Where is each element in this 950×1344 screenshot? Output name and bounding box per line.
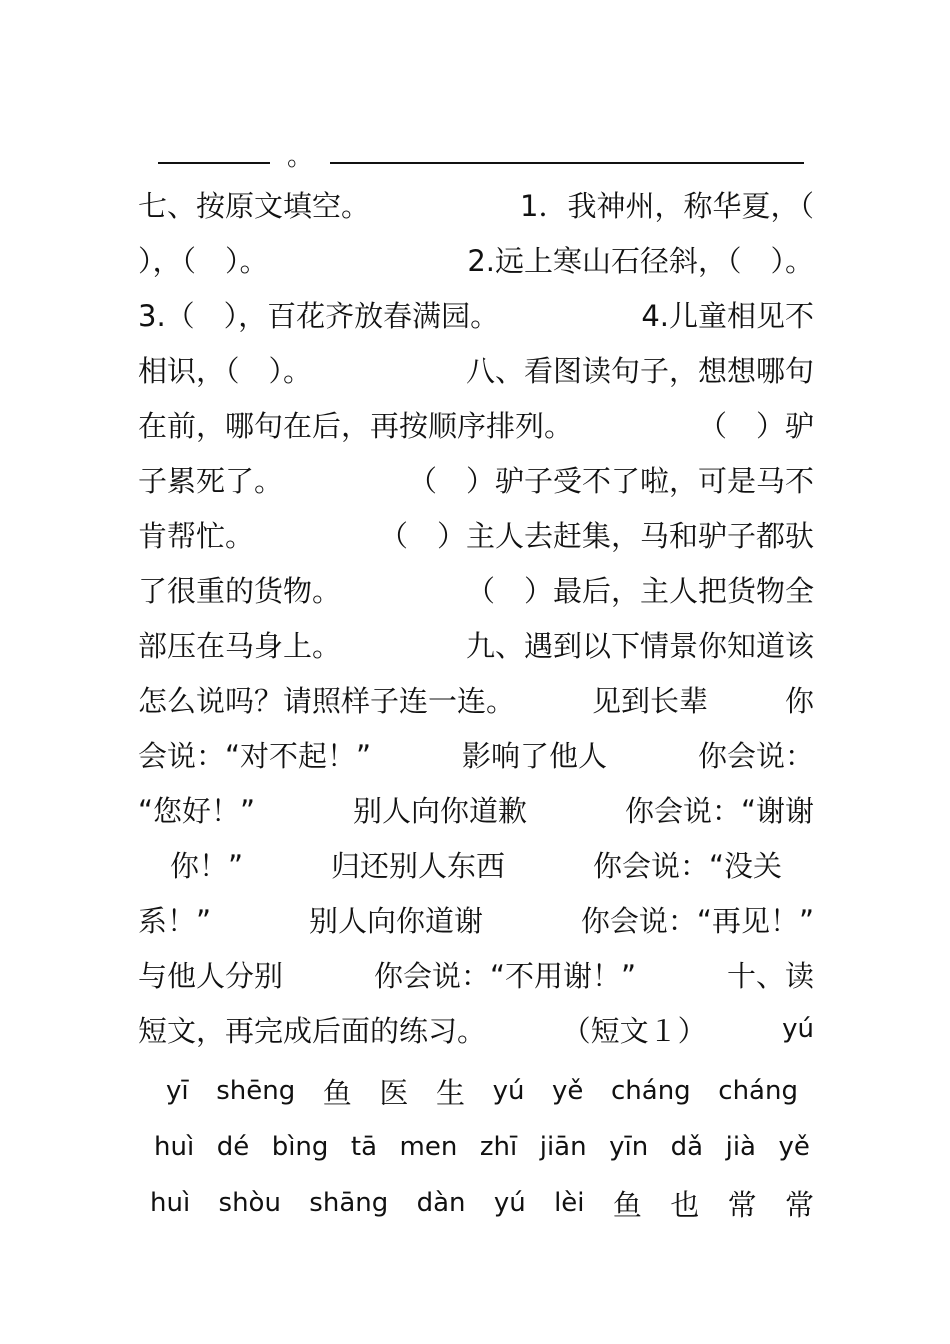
text-line-7 xyxy=(138,506,814,562)
pinyin-word: lèi xyxy=(554,1188,585,1218)
text-line-2 xyxy=(138,231,814,287)
pinyin-word: cháng xyxy=(611,1076,691,1106)
section-9-heading: 九、遇到以下情景你知道该 xyxy=(465,628,814,663)
pinyin-word: dàn xyxy=(416,1188,466,1218)
scenario-1: 见到长辈 xyxy=(591,683,708,718)
pinyin-word: yú xyxy=(782,1014,814,1044)
pinyin-word: yīn xyxy=(609,1132,649,1162)
pinyin-word: zhī xyxy=(479,1132,518,1162)
question-4: 4.儿童相见不 xyxy=(641,298,814,333)
pinyin-word: huì xyxy=(150,1188,191,1218)
hanzi-char: 鱼 xyxy=(612,1187,642,1222)
text-line-13 xyxy=(170,836,782,892)
pinyin-word: men xyxy=(399,1132,458,1162)
sequence-item-4: （ ）最后，主人把货物全 xyxy=(465,573,814,608)
answer-blank-short xyxy=(158,162,270,164)
text-line-4 xyxy=(138,341,814,397)
text-line-9 xyxy=(138,616,814,672)
sequence-item-4-cont: 部压在马身上。 xyxy=(138,628,342,663)
sequence-item-1: （ ）驴 xyxy=(697,408,814,443)
pinyin-line-3 xyxy=(150,1175,814,1231)
section-9-heading-cont: 怎么说吗？请照样子连一连。 xyxy=(138,683,516,718)
pinyin-word: shāng xyxy=(309,1188,389,1218)
answer-blank-line xyxy=(158,126,804,182)
section-10-heading-cont: 短文，再完成后面的练习。 xyxy=(138,1013,487,1048)
sequence-item-2-cont: 肯帮忙。 xyxy=(138,518,255,553)
sequence-item-1-cont: 子累死了。 xyxy=(138,463,284,498)
reply-6: 你会说：“不用谢！” xyxy=(373,958,637,993)
text-line-16 xyxy=(138,1001,814,1057)
text-line-15 xyxy=(138,946,814,1002)
scenario-6: 与他人分别 xyxy=(138,958,284,993)
sequence-item-3-cont: 了很重的货物。 xyxy=(138,573,342,608)
reply-5: 你会说：“再见！” xyxy=(580,903,814,938)
sequence-item-3: （ ）主人去赶集，马和驴子都驮 xyxy=(378,518,814,553)
answer-blank-long xyxy=(330,162,804,164)
hanzi-char: 鱼 xyxy=(322,1075,352,1110)
hanzi-char: 医 xyxy=(379,1075,409,1110)
text-line-8 xyxy=(138,561,814,617)
reply-4-cont: 系！” xyxy=(138,903,212,938)
hanzi-char: 常 xyxy=(727,1187,757,1222)
pinyin-word: jiān xyxy=(539,1132,587,1162)
sequence-item-2: （ ）驴子受不了啦，可是马不 xyxy=(407,463,814,498)
passage-1-label: （短文１） xyxy=(561,1013,707,1048)
pinyin-word: yě xyxy=(778,1132,810,1162)
reply-1-cont: 会说：“对不起！” xyxy=(138,738,372,773)
scenario-2: 影响了他人 xyxy=(462,738,608,773)
question-4-cont: 相识，（ ）。 xyxy=(138,353,313,388)
text-line-14 xyxy=(138,891,814,947)
question-1-cont: ），（ ）。 xyxy=(138,243,269,278)
scenario-4: 归还别人东西 xyxy=(330,848,505,883)
question-3: 3.（ ），百花齐放春满园。 xyxy=(138,298,500,333)
text-line-1 xyxy=(138,176,814,232)
question-2: 2.远上寒山石径斜，（ ）。 xyxy=(467,243,814,278)
pinyin-word: shēng xyxy=(216,1076,296,1106)
pinyin-word: yú xyxy=(493,1188,526,1218)
reply-3-cont: 你！” xyxy=(170,848,244,883)
reply-4: 你会说：“没关 xyxy=(592,848,782,883)
pinyin-word: bìng xyxy=(271,1132,329,1162)
pinyin-word: shòu xyxy=(218,1188,281,1218)
pinyin-word: dé xyxy=(216,1132,250,1162)
hanzi-char: 也 xyxy=(670,1187,700,1222)
text-line-10 xyxy=(138,671,814,727)
reply-2-cont: “您好！” xyxy=(138,793,256,828)
section-10-heading: 十、读 xyxy=(726,958,814,993)
pinyin-line-1 xyxy=(166,1063,798,1119)
section-7-heading: 七、按原文填空。 xyxy=(138,188,371,223)
question-1: 1．我神州，称华夏，（ xyxy=(520,188,814,223)
reply-3: 你会说：“谢谢 xyxy=(624,793,814,828)
pinyin-word: yī xyxy=(166,1076,189,1106)
pinyin-word: cháng xyxy=(718,1076,798,1106)
reply-1: 你 xyxy=(784,683,814,718)
scenario-5: 别人向你道谢 xyxy=(308,903,483,938)
pinyin-word: tā xyxy=(350,1132,378,1162)
pinyin-line-2 xyxy=(154,1119,810,1175)
text-line-3 xyxy=(138,286,814,342)
section-8-heading-cont: 在前，哪句在后，再按顺序排列。 xyxy=(138,408,574,443)
pinyin-word: jià xyxy=(725,1132,756,1162)
section-8-heading: 八、看图读句子，想想哪句 xyxy=(465,353,814,388)
pinyin-word: dǎ xyxy=(670,1132,704,1162)
pinyin-word: yú xyxy=(492,1076,525,1106)
hanzi-char: 生 xyxy=(435,1075,465,1110)
period-mark: 。 xyxy=(286,141,313,172)
text-line-5 xyxy=(138,396,814,452)
scenario-3: 别人向你道歉 xyxy=(353,793,528,828)
text-line-12 xyxy=(138,781,814,837)
reply-2: 你会说： xyxy=(697,738,814,773)
hanzi-char: 常 xyxy=(784,1187,814,1222)
text-line-11 xyxy=(138,726,814,782)
pinyin-word: yě xyxy=(552,1076,584,1106)
pinyin-word: huì xyxy=(154,1132,195,1162)
text-line-6 xyxy=(138,451,814,507)
